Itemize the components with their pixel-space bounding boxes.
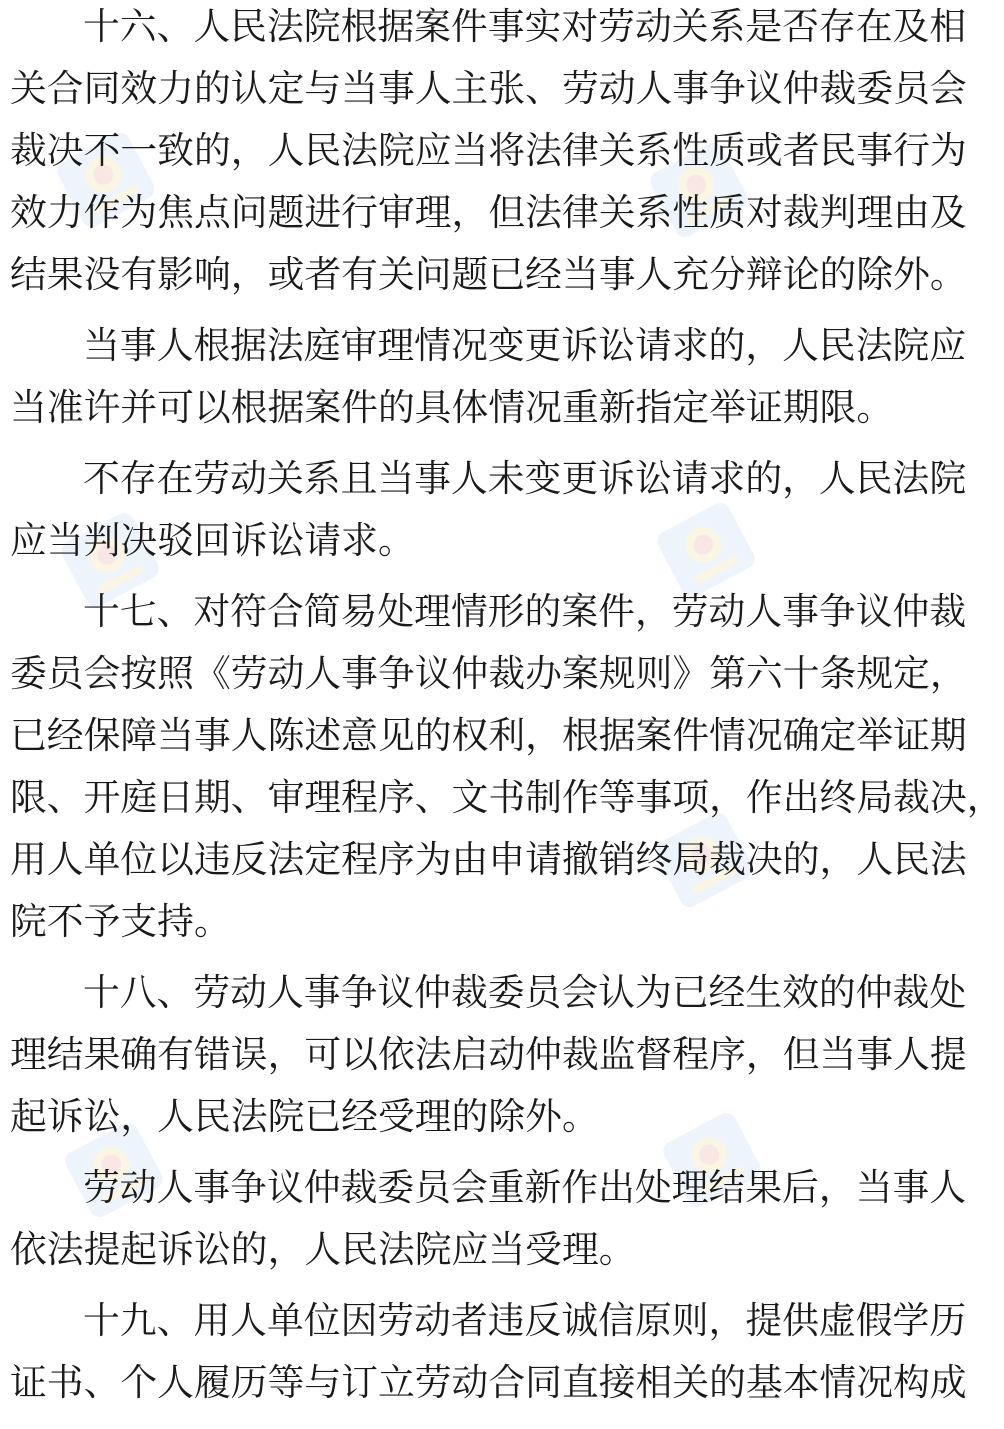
text-line: 裁决不一致的，人民法院应当将法律关系性质或者民事行为	[10, 129, 967, 172]
text-line: 依法提起诉讼的，人民法院应当受理。	[10, 1228, 636, 1271]
text-line: 限、开庭日期、审理程序、文书制作等事项，作出终局裁决，	[10, 776, 1004, 819]
text-line: 应当判决驳回诉讼请求。	[10, 519, 415, 562]
text-line: 劳动人事争议仲裁委员会重新作出处理结果后，当事人	[83, 1166, 967, 1209]
text-line: 效力作为焦点问题进行审理，但法律关系性质对裁判理由及	[10, 191, 967, 234]
text-line: 不存在劳动关系且当事人未变更诉讼请求的，人民法院	[83, 457, 967, 500]
paragraph-article-18	[10, 962, 967, 1148]
text-line: 已经保障当事人陈述意见的权利，根据案件情况确定举证期	[10, 714, 967, 757]
paragraph-article-16-part-2	[10, 315, 967, 439]
text-line: 关合同效力的认定与当事人主张、劳动人事争议仲裁委员会	[10, 67, 967, 110]
text-line: 十八、劳动人事争议仲裁委员会认为已经生效的仲裁处	[83, 971, 967, 1014]
text-line: 当事人根据法庭审理情况变更诉讼请求的，人民法院应	[83, 324, 967, 367]
text-line: 证书、个人履历等与订立劳动合同直接相关的基本情况构成	[10, 1361, 967, 1404]
text-line: 起诉讼，人民法院已经受理的除外。	[10, 1095, 599, 1138]
text-line: 结果没有影响，或者有关问题已经当事人充分辩论的除外。	[10, 253, 967, 296]
paragraph-article-19	[10, 1290, 967, 1414]
paragraph-article-18-part-2	[10, 1157, 967, 1281]
text-line: 院不予支持。	[10, 900, 231, 943]
text-line: 委员会按照《劳动人事争议仲裁办案规则》第六十条规定，	[10, 652, 967, 695]
text-line: 当准许并可以根据案件的具体情况重新指定举证期限。	[10, 386, 894, 429]
text-line: 十七、对符合简易处理情形的案件，劳动人事争议仲裁	[83, 590, 967, 633]
paragraph-article-16	[10, 0, 967, 306]
paragraph-article-16-part-3	[10, 448, 967, 572]
text-line: 用人单位以违反法定程序为由申请撤销终局裁决的，人民法	[10, 838, 967, 881]
text-line: 十六、人民法院根据案件事实对劳动关系是否存在及相	[83, 5, 967, 48]
text-line: 理结果确有错误，可以依法启动仲裁监督程序，但当事人提	[10, 1033, 967, 1076]
paragraph-article-17	[10, 581, 1004, 953]
text-line: 十九、用人单位因劳动者违反诚信原则，提供虚假学历	[83, 1299, 967, 1342]
